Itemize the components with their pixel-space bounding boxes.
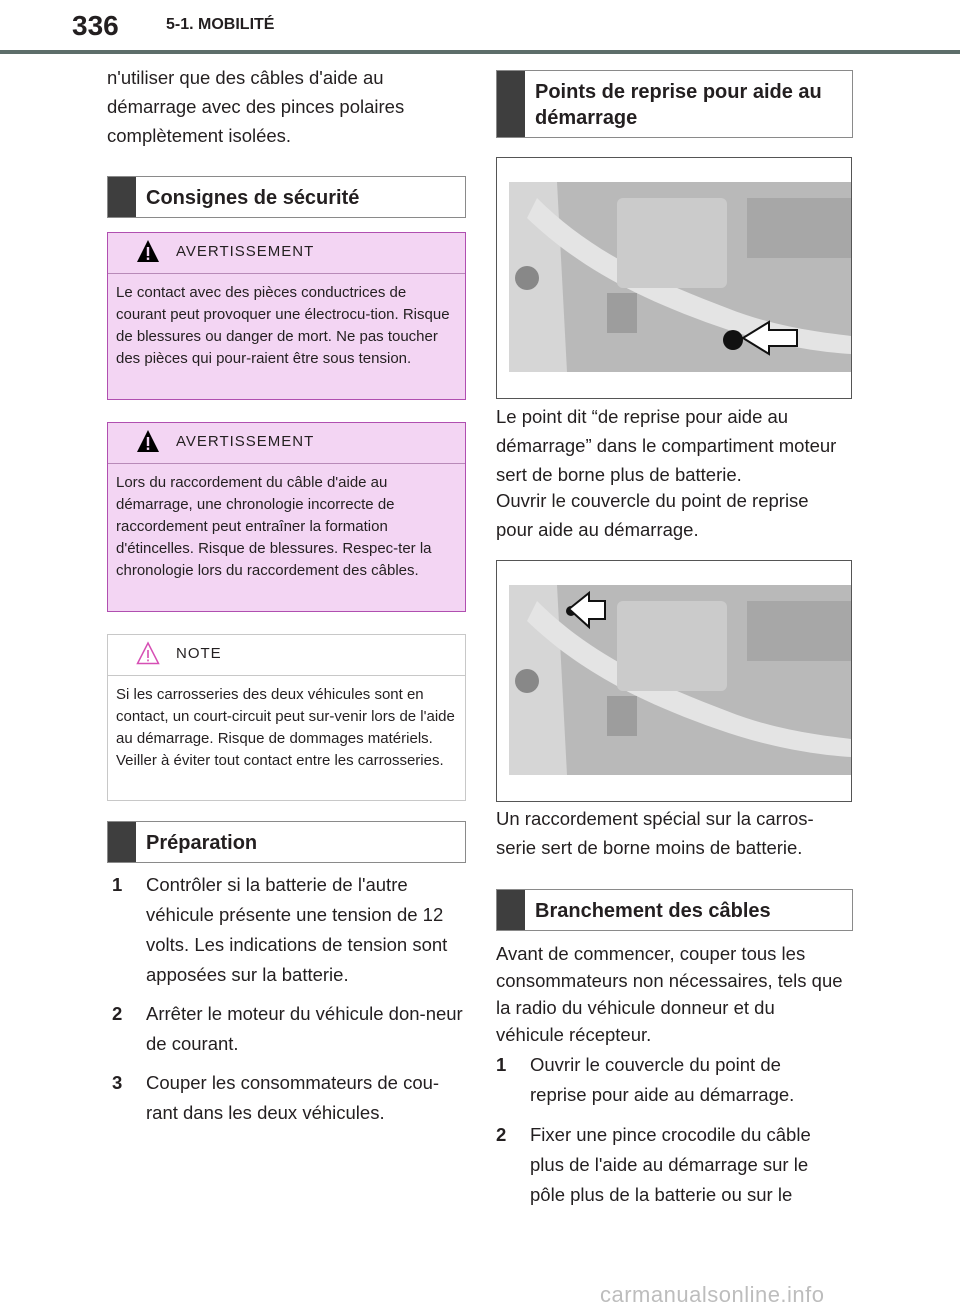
intro-paragraph: n'utiliser que des câbles d'aide au démarrage avec des pinces polaires complètement isolées. — [107, 67, 405, 146]
list-item — [496, 1050, 852, 1112]
note-label: NOTE — [176, 645, 222, 662]
warning-box-2 — [107, 422, 466, 612]
warning-text: Le contact avec des pièces conductrices de courant peut provoquer une électrocu-tion. Risque de blessures ou danger de mort. Ne pas toucher des pièces qui pour-raient être sous tension. — [116, 284, 450, 367]
warning-label: AVERTISSEMENT — [176, 243, 315, 260]
warning-header — [108, 423, 465, 464]
warning-header — [108, 233, 465, 274]
engine-bay-image-negative — [496, 560, 852, 802]
heading-bar — [108, 177, 136, 217]
warning-label: AVERTISSEMENT — [176, 433, 315, 450]
step-text: Contrôler si la batterie de l'autre véhicule présente une tension de 12 volts. Les indications de tension sont apposées sur la batterie. — [146, 874, 448, 985]
step-number: 1 — [496, 1054, 507, 1075]
warning-box-1 — [107, 232, 466, 400]
note-text: Si les carrosseries des deux véhicules sont en contact, un court-circuit peut sur-venir lors de l'aide au démarrage. Risque de dommages matériels. Veiller à éviter tout contact entre les carrosseries. — [116, 686, 455, 769]
before-starting-paragraph: Avant de commencer, couper tous les consommateurs non nécessaires, tels que la radio du véhicule donneur et du véhicule récepteur. — [496, 943, 843, 1045]
step-text: Fixer une pince crocodile du câble plus de l'aide au démarrage sur le pôle plus de la batterie ou sur le — [530, 1124, 811, 1205]
heading-cable-connection-text: Branchement des câbles — [535, 900, 771, 922]
engine-bay-image-positive — [496, 157, 852, 399]
page-number: 336 — [72, 10, 119, 41]
step-text: Ouvrir le couvercle du point de reprise pour aide au démarrage. — [530, 1054, 795, 1105]
heading-safety-text: Consignes de sécurité — [146, 187, 360, 209]
warning-text: Lors du raccordement du câble d'aide au démarrage, une chronologie incorrecte de raccordement peut entraîner la formation d'étincelles. Risque de blessures. Respec-ter la chronologie lors du raccordement des câbles. — [116, 474, 432, 579]
heading-bar — [497, 71, 525, 137]
warning-triangle-icon — [136, 429, 160, 453]
heading-safety — [107, 176, 466, 218]
note-header — [108, 635, 465, 676]
list-item — [496, 1120, 852, 1212]
step-number: 2 — [112, 1003, 123, 1024]
header-rule — [0, 50, 960, 54]
heading-jump-points-text: Points de reprise pour aide au démarrage — [535, 81, 822, 129]
watermark: carmanualsonline.info — [600, 1282, 825, 1307]
heading-bar — [108, 822, 136, 862]
jump-point-description: Le point dit “de reprise pour aide au démarrage” dans le compartiment moteur sert de borne plus de batterie. — [496, 406, 837, 485]
heading-preparation-text: Préparation — [146, 832, 258, 854]
open-cover-instruction: Ouvrir le couvercle du point de reprise pour aide au démarrage. — [496, 490, 809, 540]
section-title: 5-1. MOBILITÉ — [166, 16, 275, 33]
negative-terminal-description: Un raccordement spécial sur la carros-serie sert de borne moins de batterie. — [496, 808, 814, 858]
heading-bar — [497, 890, 525, 930]
heading-cable-connection — [496, 889, 853, 931]
step-text: Arrêter le moteur du véhicule don-neur de courant. — [146, 1003, 463, 1054]
heading-jump-points — [496, 70, 853, 138]
list-item — [112, 999, 462, 1061]
warning-triangle-icon — [136, 239, 160, 263]
note-box — [107, 634, 466, 801]
step-text: Couper les consommateurs de cou-rant dans les deux véhicules. — [146, 1072, 440, 1123]
page-header — [0, 0, 960, 56]
step-number: 2 — [496, 1124, 507, 1145]
heading-preparation — [107, 821, 466, 863]
step-number: 3 — [112, 1072, 123, 1093]
step-number: 1 — [112, 874, 123, 895]
list-item — [112, 870, 462, 990]
caution-triangle-icon — [136, 641, 160, 665]
list-item — [112, 1068, 462, 1130]
